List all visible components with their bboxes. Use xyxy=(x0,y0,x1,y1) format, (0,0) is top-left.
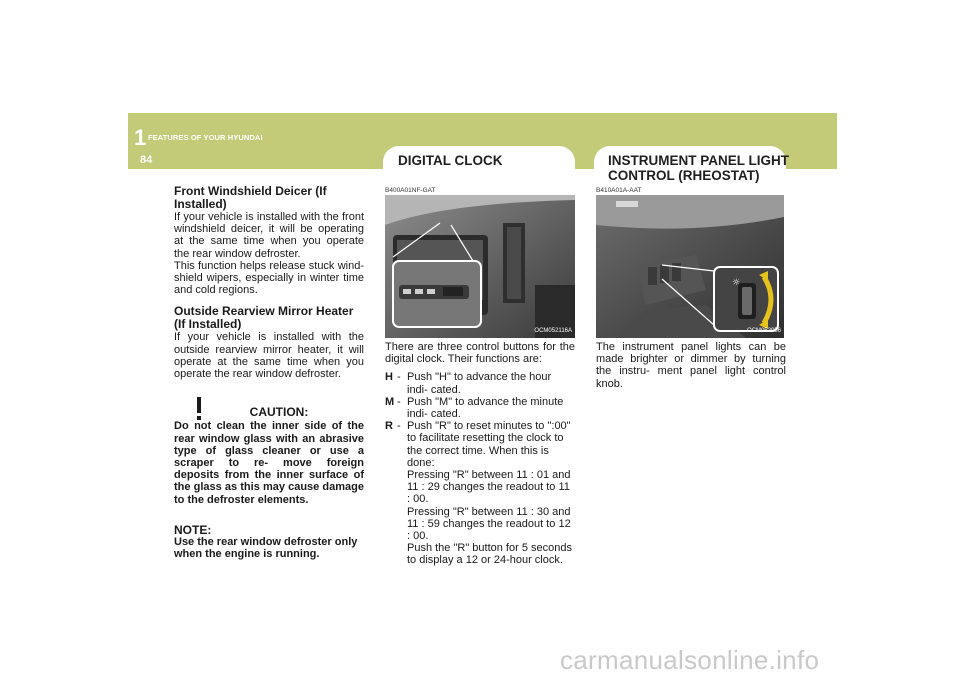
rheostat-illustration xyxy=(596,195,784,338)
instrument-panel-title-line1: INSTRUMENT PANEL LIGHT xyxy=(608,153,789,168)
button-h-text: Push "H" to advance the hour indi- cated. xyxy=(407,371,552,396)
note-text: Use the rear window defroster only when the engine is running. xyxy=(174,536,358,561)
dashboard-illustration xyxy=(385,195,575,338)
chapter-number: 1 xyxy=(134,125,147,150)
note-label: NOTE: xyxy=(174,522,212,537)
caution-label: CAUTION: xyxy=(249,405,309,420)
left-column xyxy=(174,185,364,560)
section-title-front-deicer: Front Windshield Deicer (If Installed) xyxy=(174,184,327,211)
digital-clock-title: DIGITAL CLOCK xyxy=(398,153,503,168)
page-number: 84 xyxy=(140,154,153,166)
warning-icon xyxy=(186,396,212,422)
digital-clock-code: B400A01NF-GAT xyxy=(385,187,436,194)
instrument-panel-code: B410A01A-AAT xyxy=(596,187,642,194)
chapter-title: FEATURES OF YOUR HYUNDAI xyxy=(148,133,263,142)
digital-clock-intro: There are three control buttons for the digital clock. Their functions are: xyxy=(385,341,575,366)
digital-clock-image-code: OCM052116A xyxy=(534,328,572,334)
instrument-panel-column xyxy=(596,341,786,390)
button-r-key: R xyxy=(385,420,393,433)
reset-detail-1: Pressing "R" between 11 : 01 and 11 : 29 changes the readout to 11 : 00. xyxy=(407,469,571,506)
caution-text: Do not clean the inner side of the rear window glass with an abrasive type of glass cleaner or use a scraper to re- move foreign deposits from the inner surface of the glass as this may cause damage to the defroster elements. xyxy=(174,420,364,506)
instrument-panel-photo xyxy=(596,195,784,338)
button-m-key: M xyxy=(385,395,395,408)
front-deicer-text-2: This function helps release stuck wind- shield wipers, especially in winter time and cold regions. xyxy=(174,259,364,297)
svg-text:☼: ☼ xyxy=(732,278,741,288)
instrument-panel-image-code: OCM052056 xyxy=(746,328,781,334)
digital-clock-photo xyxy=(385,195,575,338)
mirror-heater-text: If your vehicle is installed with the outside rearview mirror heater, it will operate at the same time when you operate the rear window defroster. xyxy=(174,331,364,381)
digital-clock-column xyxy=(385,341,575,567)
instrument-panel-title xyxy=(608,153,789,183)
button-m-text: Push "M" to advance the minute indi- cated. xyxy=(407,395,564,421)
button-h-item: H - Push "H" to advance the hour indi- cated. xyxy=(385,371,575,395)
button-r-text: Push "R" to reset minutes to ":00" to facilitate resetting the clock to the correct time. When this is done: xyxy=(407,420,571,469)
instrument-panel-title-line2: CONTROL (RHEOSTAT) xyxy=(608,168,760,183)
instrument-panel-text: The instrument panel lights can be made brighter or dimmer by turning the instru- ment panel light control knob. xyxy=(596,341,786,390)
front-deicer-text: If your vehicle is installed with the front windshield deicer, it will be operating at the same time when you operate the rear window defroster. xyxy=(174,211,364,260)
button-m-item: M - Push "M" to advance the minute indi- cated. xyxy=(385,396,575,420)
reset-detail-3: Push the "R" button for 5 seconds to display a 12 or 24-hour clock. xyxy=(407,542,572,567)
reset-detail-2: Pressing "R" between 11 : 30 and 11 : 59 changes the readout to 12 : 00. xyxy=(407,505,571,543)
caution-box xyxy=(174,406,364,506)
button-r-item: R - Push "R" to reset minutes to ":00" to facilitate resetting the clock to the correct time. When this is done: xyxy=(385,420,575,469)
section-title-mirror-heater: Outside Rearview Mirror Heater (If Installed) xyxy=(174,304,354,332)
button-h-key: H xyxy=(385,371,393,384)
watermark: carmanualsonline.info xyxy=(560,645,820,675)
